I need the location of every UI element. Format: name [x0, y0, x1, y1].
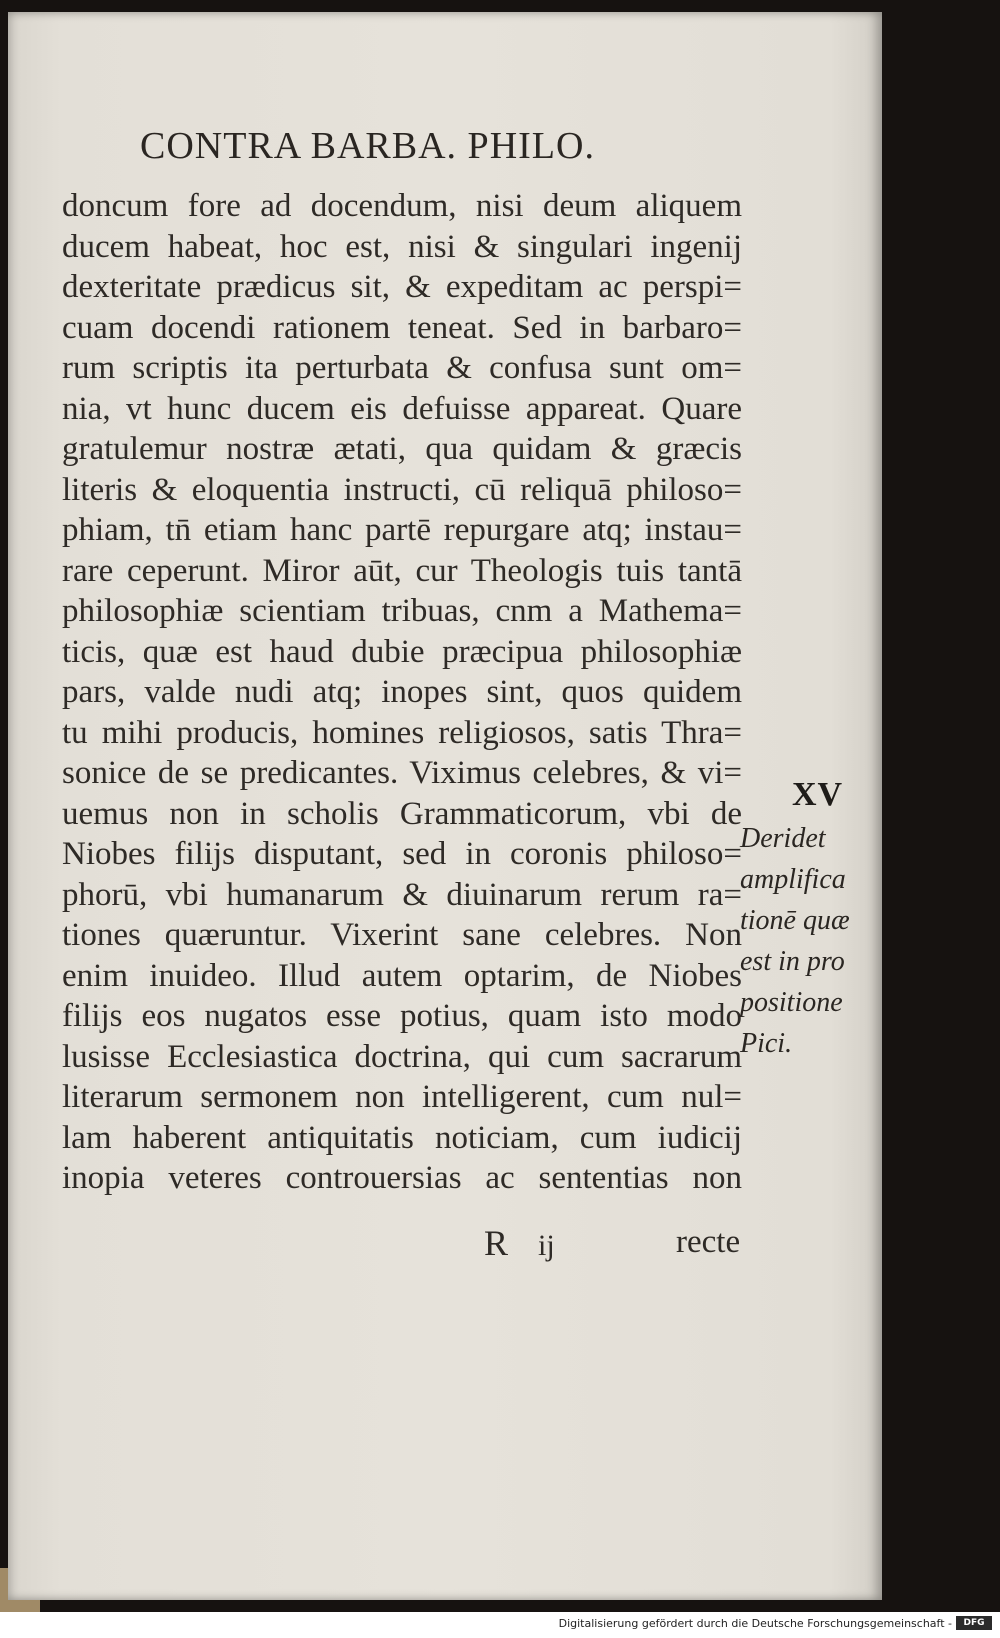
margin-note-line: Pici. — [740, 1028, 793, 1059]
text-line: rare ceperunt. Miror aūt, cur Theologis tuis tantā — [62, 552, 742, 589]
catchword: recte — [676, 1224, 741, 1260]
text-line: lusisse Ecclesiastica doctrina, qui cum sacrarum — [62, 1038, 742, 1075]
margin-note — [740, 818, 880, 1064]
text-line: doncum fore ad docendum, nisi deum aliquem — [62, 188, 742, 224]
margin-note-line: est in pro — [740, 946, 845, 977]
text-line: gratulemur nostræ ætati, qua quidam & græcis — [62, 431, 742, 467]
text-line: lam haberent antiquitatis noticiam, cum iudicij — [62, 1119, 742, 1156]
text-line: sonice de se predicantes. Viximus celebres, & vi= — [62, 755, 742, 791]
text-line: pars, valde nudi atq; inopes sint, quos quidem — [62, 674, 742, 710]
text-line: enim inuideo. Illud autem optarim, de Niobes — [62, 957, 742, 994]
text-line: ducem habeat, hoc est, nisi & singulari ingenij — [62, 228, 742, 265]
margin-note-line: amplifica — [740, 864, 846, 895]
text-line: inopia veteres controuersias ac sententias non — [62, 1160, 742, 1196]
text-line: cuam docendi rationem teneat. Sed in barbaro= — [62, 309, 742, 346]
margin-note-line: Deridet — [740, 823, 826, 854]
running-head: CONTRA BARBA. PHILO. — [140, 125, 595, 167]
main-text-block — [62, 186, 742, 1199]
text-line: phiam, tn̄ etiam hanc partē repurgare atq; instau= — [62, 512, 742, 548]
text-line: philosophiæ scientiam tribuas, cnm a Mathema= — [62, 593, 742, 629]
margin-note-line: positione — [740, 987, 843, 1018]
margin-note-line: tionē quæ — [740, 905, 850, 936]
text-line: ticis, quæ est haud dubie præcipua philosophiæ — [62, 633, 742, 670]
margin-section-number: XV — [792, 776, 844, 813]
text-line: tu mihi producis, homines religiosos, satis Thra= — [62, 714, 742, 751]
text-line: nia, vt hunc ducem eis defuisse appareat. Quare — [62, 390, 742, 427]
text-line: filijs eos nugatos esse potius, quam isto modo — [62, 998, 742, 1034]
signature-number: ij — [538, 1229, 555, 1262]
text-line: Niobes filijs disputant, sed in coronis philoso= — [62, 836, 742, 872]
text-line: dexteritate prædicus sit, & expeditam ac perspi= — [62, 269, 742, 305]
text-line: rum scriptis ita perturbata & confusa sunt om= — [62, 350, 742, 386]
text-line: literarum sermonem non intelligerent, cum nul= — [62, 1079, 742, 1115]
text-line: tiones quæruntur. Vixerint sane celebres. Non — [62, 917, 742, 953]
text-line: uemus non in scholis Grammaticorum, vbi de — [62, 795, 742, 832]
text-line: literis & eloquentia instructi, cū reliquā philoso= — [62, 471, 742, 508]
funding-credit: Digitalisierung gefördert durch die Deutsche Forschungsgemeinschaft - — [558, 1617, 952, 1630]
dfg-logo: DFG — [956, 1616, 992, 1630]
signature-mark — [484, 1222, 555, 1264]
text-line: phorū, vbi humanarum & diuinarum rerum ra= — [62, 876, 742, 913]
signature-letter: R — [484, 1223, 509, 1263]
